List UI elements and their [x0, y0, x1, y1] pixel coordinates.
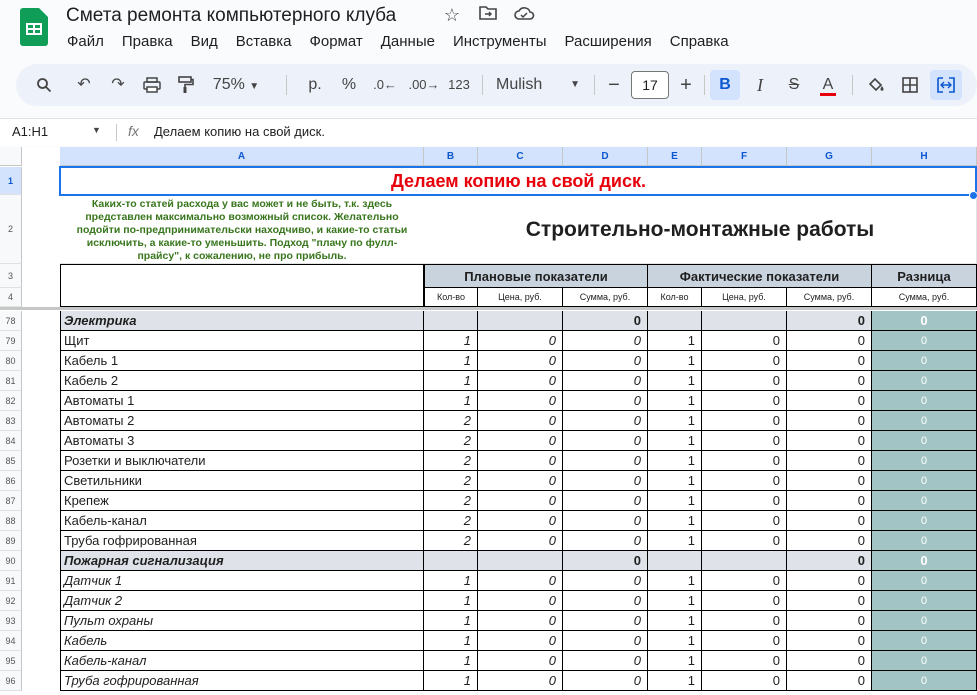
fact-price-cell[interactable]: 0	[702, 491, 787, 511]
text-color-button[interactable]: A	[814, 64, 842, 106]
item-name-cell[interactable]: Кабель 2	[60, 371, 424, 391]
title-bar	[0, 0, 977, 62]
diff-sum-cell[interactable]: 0	[872, 611, 977, 631]
fact-price-cell[interactable]: 0	[702, 371, 787, 391]
plan-price-cell[interactable]: 0	[478, 331, 563, 351]
diff-sum-cell[interactable]: 0	[872, 571, 977, 591]
plan-qty-cell[interactable]: 1	[424, 331, 478, 351]
merge-cells-icon[interactable]	[930, 70, 962, 100]
diff-sum-cell[interactable]: 0	[872, 511, 977, 531]
plan-sum-cell[interactable]: 0	[563, 311, 648, 331]
fact-price-cell[interactable]: 0	[702, 571, 787, 591]
item-name-cell[interactable]: Труба гофрированная	[60, 531, 424, 551]
print-icon[interactable]	[138, 64, 166, 106]
plan-qty-cell[interactable]: 1	[424, 391, 478, 411]
row-header-96[interactable]: 96	[0, 671, 22, 691]
fill-color-icon[interactable]	[862, 64, 890, 106]
plan-price-cell[interactable]: 0	[478, 391, 563, 411]
fact-price-cell[interactable]: 0	[702, 331, 787, 351]
fact-qty-cell[interactable]: 1	[648, 451, 702, 471]
item-name-cell[interactable]: Пожарная сигнализация	[60, 551, 424, 571]
plan-qty-cell[interactable]: 1	[424, 651, 478, 671]
fact-qty-cell[interactable]: 1	[648, 371, 702, 391]
diff-sum-header[interactable]: Сумма, руб.	[872, 288, 977, 307]
menu-edit[interactable]: Правка	[121, 33, 173, 50]
search-icon[interactable]	[30, 64, 58, 106]
plan-price-cell[interactable]: 0	[478, 491, 563, 511]
column-header-d[interactable]: D	[563, 147, 648, 166]
plan-qty-cell[interactable]: 1	[424, 351, 478, 371]
plan-qty-cell[interactable]: 2	[424, 411, 478, 431]
plan-qty-cell[interactable]	[424, 311, 478, 331]
item-name-cell[interactable]: Крепеж	[60, 491, 424, 511]
formula-bar	[0, 118, 977, 146]
strikethrough-button[interactable]: S	[788, 76, 800, 93]
fill-handle[interactable]	[969, 191, 977, 200]
row-header-93[interactable]: 93	[0, 611, 22, 631]
fact-qty-cell[interactable]: 1	[648, 391, 702, 411]
row-header-82[interactable]: 82	[0, 391, 22, 411]
menu-view[interactable]: Вид	[190, 33, 218, 50]
item-name-cell[interactable]: Кабель-канал	[60, 651, 424, 671]
column-header-c[interactable]: C	[478, 147, 563, 166]
fact-sum-cell[interactable]: 0	[787, 611, 872, 631]
plan-price-header[interactable]: Цена, руб.	[478, 288, 563, 307]
fact-price-cell[interactable]: 0	[702, 631, 787, 651]
row-header-94[interactable]: 94	[0, 631, 22, 651]
fact-sum-cell[interactable]: 0	[787, 471, 872, 491]
plan-sum-cell[interactable]: 0	[563, 371, 648, 391]
fact-sum-cell[interactable]: 0	[787, 371, 872, 391]
plan-price-cell[interactable]: 0	[478, 451, 563, 471]
row-header-78[interactable]: 78	[0, 311, 22, 331]
fact-price-cell[interactable]: 0	[702, 671, 787, 691]
item-name-cell[interactable]: Электрика	[60, 311, 424, 331]
fact-sum-cell[interactable]: 0	[787, 571, 872, 591]
diff-sum-cell[interactable]: 0	[872, 411, 977, 431]
font-select[interactable]: Mulish ▼	[496, 76, 580, 93]
diff-sum-cell[interactable]: 0	[872, 631, 977, 651]
undo-icon[interactable]: ↶	[77, 76, 91, 93]
fact-sum-cell[interactable]: 0	[787, 431, 872, 451]
plan-sum-cell[interactable]: 0	[563, 611, 648, 631]
diff-sum-cell[interactable]: 0	[872, 471, 977, 491]
cloud-saved-icon[interactable]	[512, 5, 536, 26]
menu-file[interactable]: Файл	[67, 33, 104, 50]
plan-sum-cell[interactable]: 0	[563, 671, 648, 691]
menu-tools[interactable]: Инструменты	[452, 33, 547, 50]
row-header-88[interactable]: 88	[0, 511, 22, 531]
row-header-79[interactable]: 79	[0, 331, 22, 351]
fact-qty-cell[interactable]	[648, 551, 702, 571]
plan-qty-cell[interactable]: 1	[424, 611, 478, 631]
row-header-85[interactable]: 85	[0, 451, 22, 471]
instruction-note-cell[interactable]: Каких-то статей расхода у вас может и не быть, т.к. здесь представлен максимально возможный список. Желательно подойти по-предпринимательски находчиво, и какие-то статьи исключить, а какие-то уменьшить. Подход "плачу по фулл-прайсу", к сожалению, не про прибыль.	[60, 195, 424, 264]
fact-qty-cell[interactable]: 1	[648, 511, 702, 531]
fact-qty-cell[interactable]: 1	[648, 631, 702, 651]
fact-qty-cell[interactable]: 1	[648, 491, 702, 511]
row-header-81[interactable]: 81	[0, 371, 22, 391]
fact-price-cell[interactable]: 0	[702, 651, 787, 671]
fact-price-header[interactable]: Цена, руб.	[702, 288, 787, 307]
decrease-font-size-button[interactable]: −	[608, 74, 620, 96]
row-header-92[interactable]: 92	[0, 591, 22, 611]
menu-extensions[interactable]: Расширения	[564, 33, 652, 50]
row-header-91[interactable]: 91	[0, 571, 22, 591]
percent-format-button[interactable]: %	[341, 76, 357, 93]
fact-sum-cell[interactable]: 0	[787, 591, 872, 611]
plan-price-cell[interactable]: 0	[478, 531, 563, 551]
column-header-f[interactable]: F	[702, 147, 787, 166]
fact-price-cell[interactable]: 0	[702, 451, 787, 471]
plan-qty-cell[interactable]: 2	[424, 451, 478, 471]
plan-sum-cell[interactable]: 0	[563, 331, 648, 351]
item-name-cell[interactable]: Автоматы 1	[60, 391, 424, 411]
increase-font-size-button[interactable]: +	[680, 74, 692, 96]
fact-price-cell[interactable]: 0	[702, 431, 787, 451]
column-header-h[interactable]: H	[872, 147, 977, 166]
fact-sum-header[interactable]: Сумма, руб.	[787, 288, 872, 307]
column-header-b[interactable]: B	[424, 147, 478, 166]
fact-qty-cell[interactable]: 1	[648, 531, 702, 551]
diff-sum-cell[interactable]: 0	[872, 451, 977, 471]
plan-price-cell[interactable]: 0	[478, 371, 563, 391]
plan-price-cell[interactable]: 0	[478, 511, 563, 531]
fact-qty-cell[interactable]: 1	[648, 671, 702, 691]
redo-icon[interactable]: ↷	[111, 76, 125, 93]
fact-sum-cell[interactable]: 0	[787, 651, 872, 671]
plan-sum-cell[interactable]: 0	[563, 591, 648, 611]
row-header-80[interactable]: 80	[0, 351, 22, 371]
plan-price-cell[interactable]: 0	[478, 651, 563, 671]
item-name-cell[interactable]: Кабель 1	[60, 351, 424, 371]
item-name-header-cell[interactable]	[60, 264, 424, 307]
row-header-4[interactable]: 4	[0, 288, 22, 307]
plan-price-cell[interactable]	[478, 311, 563, 331]
menu-data[interactable]: Данные	[380, 33, 435, 50]
fact-sum-cell[interactable]: 0	[787, 671, 872, 691]
row-header-90[interactable]: 90	[0, 551, 22, 571]
item-name-cell[interactable]: Розетки и выключатели	[60, 451, 424, 471]
fx-icon: fx	[128, 123, 139, 139]
star-icon[interactable]: ☆	[443, 5, 461, 25]
diff-sum-cell[interactable]: 0	[872, 351, 977, 371]
fact-sum-cell[interactable]: 0	[787, 511, 872, 531]
section-heading-cell[interactable]: Строительно-монтажные работы	[424, 195, 977, 264]
fact-sum-cell[interactable]: 0	[787, 491, 872, 511]
plan-sum-cell[interactable]: 0	[563, 451, 648, 471]
row-header-83[interactable]: 83	[0, 411, 22, 431]
fact-qty-cell[interactable]: 1	[648, 651, 702, 671]
fact-sum-cell[interactable]: 0	[787, 531, 872, 551]
row-header-84[interactable]: 84	[0, 431, 22, 451]
fact-price-cell[interactable]: 0	[702, 591, 787, 611]
plan-sum-cell[interactable]: 0	[563, 391, 648, 411]
item-name-cell[interactable]: Светильники	[60, 471, 424, 491]
fact-sum-cell[interactable]: 0	[787, 391, 872, 411]
italic-button[interactable]: I	[757, 75, 763, 95]
menu-format[interactable]: Формат	[309, 33, 363, 50]
frozen-rows-divider[interactable]	[0, 307, 977, 310]
row-header-1[interactable]: 1	[0, 167, 22, 195]
plan-price-cell[interactable]: 0	[478, 591, 563, 611]
plan-sum-cell[interactable]: 0	[563, 511, 648, 531]
diff-sum-cell[interactable]: 0	[872, 531, 977, 551]
item-name-cell[interactable]: Датчик 1	[60, 571, 424, 591]
fact-sum-cell[interactable]: 0	[787, 411, 872, 431]
plan-qty-cell[interactable]	[424, 551, 478, 571]
fact-qty-cell[interactable]	[648, 311, 702, 331]
diff-sum-cell[interactable]: 0	[872, 331, 977, 351]
fact-price-cell[interactable]: 0	[702, 471, 787, 491]
header-title-cell[interactable]: Делаем копию на свой диск.	[60, 167, 977, 195]
column-header-e[interactable]: E	[648, 147, 702, 166]
more-formats-button[interactable]: 123	[448, 77, 470, 92]
plan-price-cell[interactable]: 0	[478, 571, 563, 591]
diff-sum-cell[interactable]: 0	[872, 591, 977, 611]
plan-qty-cell[interactable]: 1	[424, 591, 478, 611]
fact-price-cell[interactable]	[702, 311, 787, 331]
plan-sum-cell[interactable]: 0	[563, 471, 648, 491]
fact-qty-cell[interactable]: 1	[648, 591, 702, 611]
font-size-input[interactable]: 17	[631, 71, 669, 99]
plan-price-cell[interactable]: 0	[478, 611, 563, 631]
plan-qty-cell[interactable]: 2	[424, 511, 478, 531]
plan-qty-header[interactable]: Кол-во	[424, 288, 478, 307]
plan-qty-cell[interactable]: 2	[424, 431, 478, 451]
plan-qty-cell[interactable]: 2	[424, 531, 478, 551]
fact-sum-cell[interactable]: 0	[787, 311, 872, 331]
item-name-cell[interactable]: Автоматы 3	[60, 431, 424, 451]
fact-price-cell[interactable]: 0	[702, 391, 787, 411]
row-header-89[interactable]: 89	[0, 531, 22, 551]
fact-sum-cell[interactable]: 0	[787, 631, 872, 651]
increase-decimal-button[interactable]: .00→	[408, 77, 440, 92]
fact-price-cell[interactable]: 0	[702, 351, 787, 371]
document-title[interactable]: Смета ремонта компьютерного клуба	[66, 5, 397, 26]
fact-qty-cell[interactable]: 1	[648, 611, 702, 631]
plan-qty-cell[interactable]: 1	[424, 571, 478, 591]
diff-sum-cell[interactable]: 0	[872, 491, 977, 511]
fact-qty-cell[interactable]: 1	[648, 411, 702, 431]
fact-qty-cell[interactable]: 1	[648, 471, 702, 491]
diff-sum-cell[interactable]: 0	[872, 431, 977, 451]
move-to-folder-icon[interactable]	[476, 5, 500, 26]
item-name-cell[interactable]: Щит	[60, 331, 424, 351]
row-header-95[interactable]: 95	[0, 651, 22, 671]
name-box-dropdown-icon[interactable]: ▼	[92, 125, 101, 135]
row-header-2[interactable]: 2	[0, 195, 22, 264]
select-all-corner[interactable]	[0, 147, 22, 166]
plan-price-cell[interactable]: 0	[478, 631, 563, 651]
plan-sum-cell[interactable]: 0	[563, 351, 648, 371]
plan-price-cell[interactable]: 0	[478, 411, 563, 431]
borders-icon[interactable]	[896, 64, 924, 106]
row-header-3[interactable]: 3	[0, 264, 22, 288]
diff-sum-cell[interactable]: 0	[872, 651, 977, 671]
plan-group-header[interactable]: Плановые показатели	[424, 264, 648, 288]
spreadsheet-grid	[0, 147, 977, 695]
diff-sum-cell[interactable]: 0	[872, 391, 977, 411]
fact-price-cell[interactable]: 0	[702, 611, 787, 631]
diff-sum-cell[interactable]: 0	[872, 311, 977, 331]
plan-sum-cell[interactable]: 0	[563, 571, 648, 591]
plan-qty-cell[interactable]: 1	[424, 631, 478, 651]
column-header-a[interactable]: A	[60, 147, 424, 166]
menu-bar	[58, 33, 738, 50]
plan-price-cell[interactable]: 0	[478, 671, 563, 691]
paint-format-icon[interactable]	[172, 64, 200, 106]
menu-help[interactable]: Справка	[669, 33, 729, 50]
column-header-g[interactable]: G	[787, 147, 872, 166]
fact-qty-cell[interactable]: 1	[648, 571, 702, 591]
plan-sum-cell[interactable]: 0	[563, 431, 648, 451]
plan-qty-cell[interactable]: 1	[424, 371, 478, 391]
currency-format-button[interactable]: р.	[308, 76, 322, 93]
fact-price-cell[interactable]: 0	[702, 531, 787, 551]
fact-qty-cell[interactable]: 1	[648, 331, 702, 351]
fact-qty-header[interactable]: Кол-во	[648, 288, 702, 307]
fact-sum-cell[interactable]: 0	[787, 331, 872, 351]
name-box[interactable]: A1:H1	[12, 124, 49, 139]
plan-price-cell[interactable]	[478, 551, 563, 571]
fact-price-cell[interactable]: 0	[702, 411, 787, 431]
fact-qty-cell[interactable]: 1	[648, 351, 702, 371]
plan-qty-cell[interactable]: 1	[424, 671, 478, 691]
row-header-86[interactable]: 86	[0, 471, 22, 491]
fact-sum-cell[interactable]: 0	[787, 451, 872, 471]
fact-sum-cell[interactable]: 0	[787, 551, 872, 571]
fact-qty-cell[interactable]: 1	[648, 431, 702, 451]
plan-sum-cell[interactable]: 0	[563, 551, 648, 571]
plan-sum-cell[interactable]: 0	[563, 631, 648, 651]
fact-price-cell[interactable]: 0	[702, 511, 787, 531]
plan-sum-cell[interactable]: 0	[563, 651, 648, 671]
sheets-logo-icon[interactable]	[20, 8, 48, 46]
zoom-select[interactable]: 75% ▼	[212, 76, 260, 93]
plan-sum-cell[interactable]: 0	[563, 531, 648, 551]
plan-sum-cell[interactable]: 0	[563, 491, 648, 511]
item-name-cell[interactable]: Автоматы 2	[60, 411, 424, 431]
item-name-cell[interactable]: Кабель	[60, 631, 424, 651]
fact-price-cell[interactable]	[702, 551, 787, 571]
plan-qty-cell[interactable]: 2	[424, 471, 478, 491]
decrease-decimal-button[interactable]: .0←	[373, 77, 397, 92]
plan-price-cell[interactable]: 0	[478, 351, 563, 371]
bold-button[interactable]: B	[710, 70, 740, 100]
fact-group-header[interactable]: Фактические показатели	[648, 264, 872, 288]
diff-group-header[interactable]: Разница	[872, 264, 977, 288]
diff-sum-cell[interactable]: 0	[872, 371, 977, 391]
item-name-cell[interactable]: Труба гофрированная	[60, 671, 424, 691]
plan-sum-cell[interactable]: 0	[563, 411, 648, 431]
row-header-87[interactable]: 87	[0, 491, 22, 511]
item-name-cell[interactable]: Кабель-канал	[60, 511, 424, 531]
plan-qty-cell[interactable]: 2	[424, 491, 478, 511]
diff-sum-cell[interactable]: 0	[872, 551, 977, 571]
toolbar	[16, 64, 977, 106]
fact-sum-cell[interactable]: 0	[787, 351, 872, 371]
plan-price-cell[interactable]: 0	[478, 431, 563, 451]
diff-sum-cell[interactable]: 0	[872, 671, 977, 691]
plan-price-cell[interactable]: 0	[478, 471, 563, 491]
plan-sum-header[interactable]: Сумма, руб.	[563, 288, 648, 307]
item-name-cell[interactable]: Датчик 2	[60, 591, 424, 611]
formula-input[interactable]: Делаем копию на свой диск.	[154, 124, 325, 139]
menu-insert[interactable]: Вставка	[235, 33, 292, 50]
item-name-cell[interactable]: Пульт охраны	[60, 611, 424, 631]
